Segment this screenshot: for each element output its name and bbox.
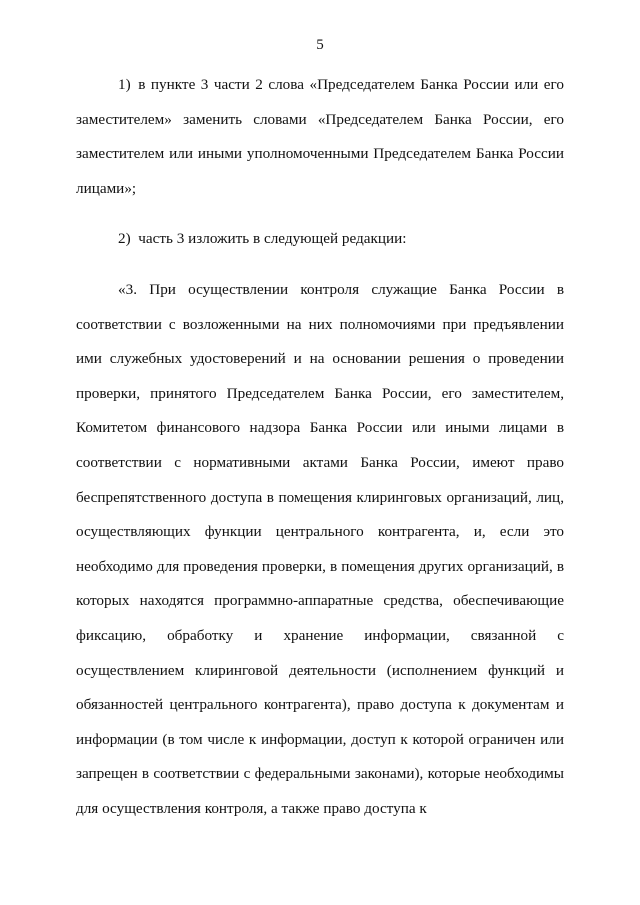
page-number: 5 <box>316 37 324 53</box>
document-body <box>76 68 564 826</box>
paragraph-item-2: 2) часть 3 изложить в следующей редакции: <box>118 230 407 248</box>
paragraph-item-1: 1) в пункте 3 части 2 слова «Председателем Банка России или его заместителем» заменить словами «Председателем Банка России, его заместителем или иными уполномоченными Председателем Банка России лицами»; <box>76 76 564 197</box>
paragraph-clause-3: «3. При осуществлении контроля служащие Банка России в соответствии с возложенными на них полномочиями при предъявлении ими служебных удостоверений и на основании решения о проведении проверки, принятого Председателем Банка России, его заместителем, Комитетом финансового надзора Банка России или иными лицами в соответствии с нормативными актами Банка России, имеют право беспрепятственного доступа в помещения клиринговых организаций, лиц, осуществляющих функции центрального контрагента, и, если это необходимо для проведения проверки, в помещения других организаций, в которых находятся программно-аппаратные средства, обеспечивающие фиксацию, обработку и хранение информации, связанной с осуществлением клиринговой деятельности (исполнением функций и обязанностей центрального контрагента), право доступа к документам и информации (в том числе к информации, доступ к которой ограничен или запрещен в соответствии с федеральными законами), которые необходимы для осуществления контроля, а также право доступа к <box>76 280 564 817</box>
